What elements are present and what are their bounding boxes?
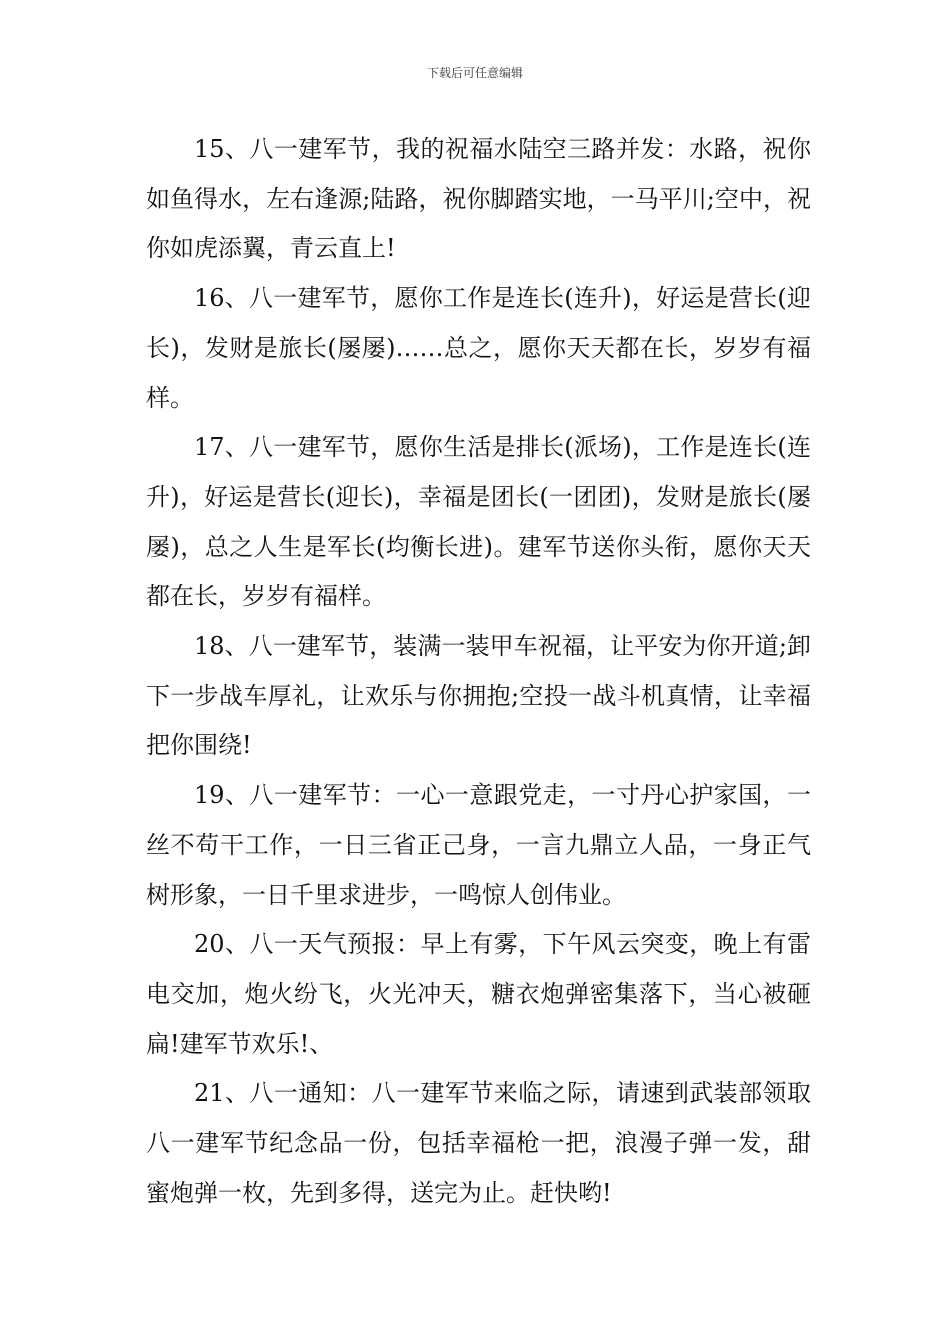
document-body bbox=[146, 125, 811, 1218]
paragraph-19: 19、八一建军节：一心一意跟党走，一寸丹心护家国，一丝不苟干工作，一日三省正己身，一言九鼎立人品，一身正气树形象，一日千里求进步，一鸣惊人创伟业。 bbox=[146, 781, 811, 909]
paragraph-21: 21、八一通知：八一建军节来临之际，请速到武装部领取八一建军节纪念品一份，包括幸福枪一把，浪漫子弹一发，甜蜜炮弹一枚，先到多得，送完为止。赶快哟! bbox=[146, 1079, 811, 1207]
paragraph-17: 17、八一建军节，愿你生活是排长(派场)，工作是连长(连升)，好运是营长(迎长)，幸福是团长(一团团)，发财是旅长(屡屡)，总之人生是军长(均衡长进)。建军节送你头衔，愿你天天都在长，岁岁有福样。 bbox=[146, 433, 811, 611]
paragraph-18: 18、八一建军节，装满一装甲车祝福，让平安为你开道;卸下一步战车厚礼，让欢乐与你拥抱;空投一战斗机真情，让幸福把你围绕! bbox=[146, 632, 811, 760]
paragraph-16: 16、八一建军节，愿你工作是连长(连升)，好运是营长(迎长)，发财是旅长(屡屡)……总之，愿你天天都在长，岁岁有福样。 bbox=[146, 284, 811, 412]
paragraph-20: 20、八一天气预报：早上有雾，下午风云突变，晚上有雷电交加，炮火纷飞，火光冲天，糖衣炮弹密集落下，当心被砸扁!建军节欢乐!、 bbox=[146, 930, 811, 1058]
paragraph-15: 15、八一建军节，我的祝福水陆空三路并发：水路，祝你如鱼得水，左右逢源;陆路，祝你脚踏实地，一马平川;空中，祝你如虎添翼，青云直上! bbox=[146, 135, 811, 263]
page-header-note: 下载后可任意编辑 bbox=[426, 66, 523, 80]
